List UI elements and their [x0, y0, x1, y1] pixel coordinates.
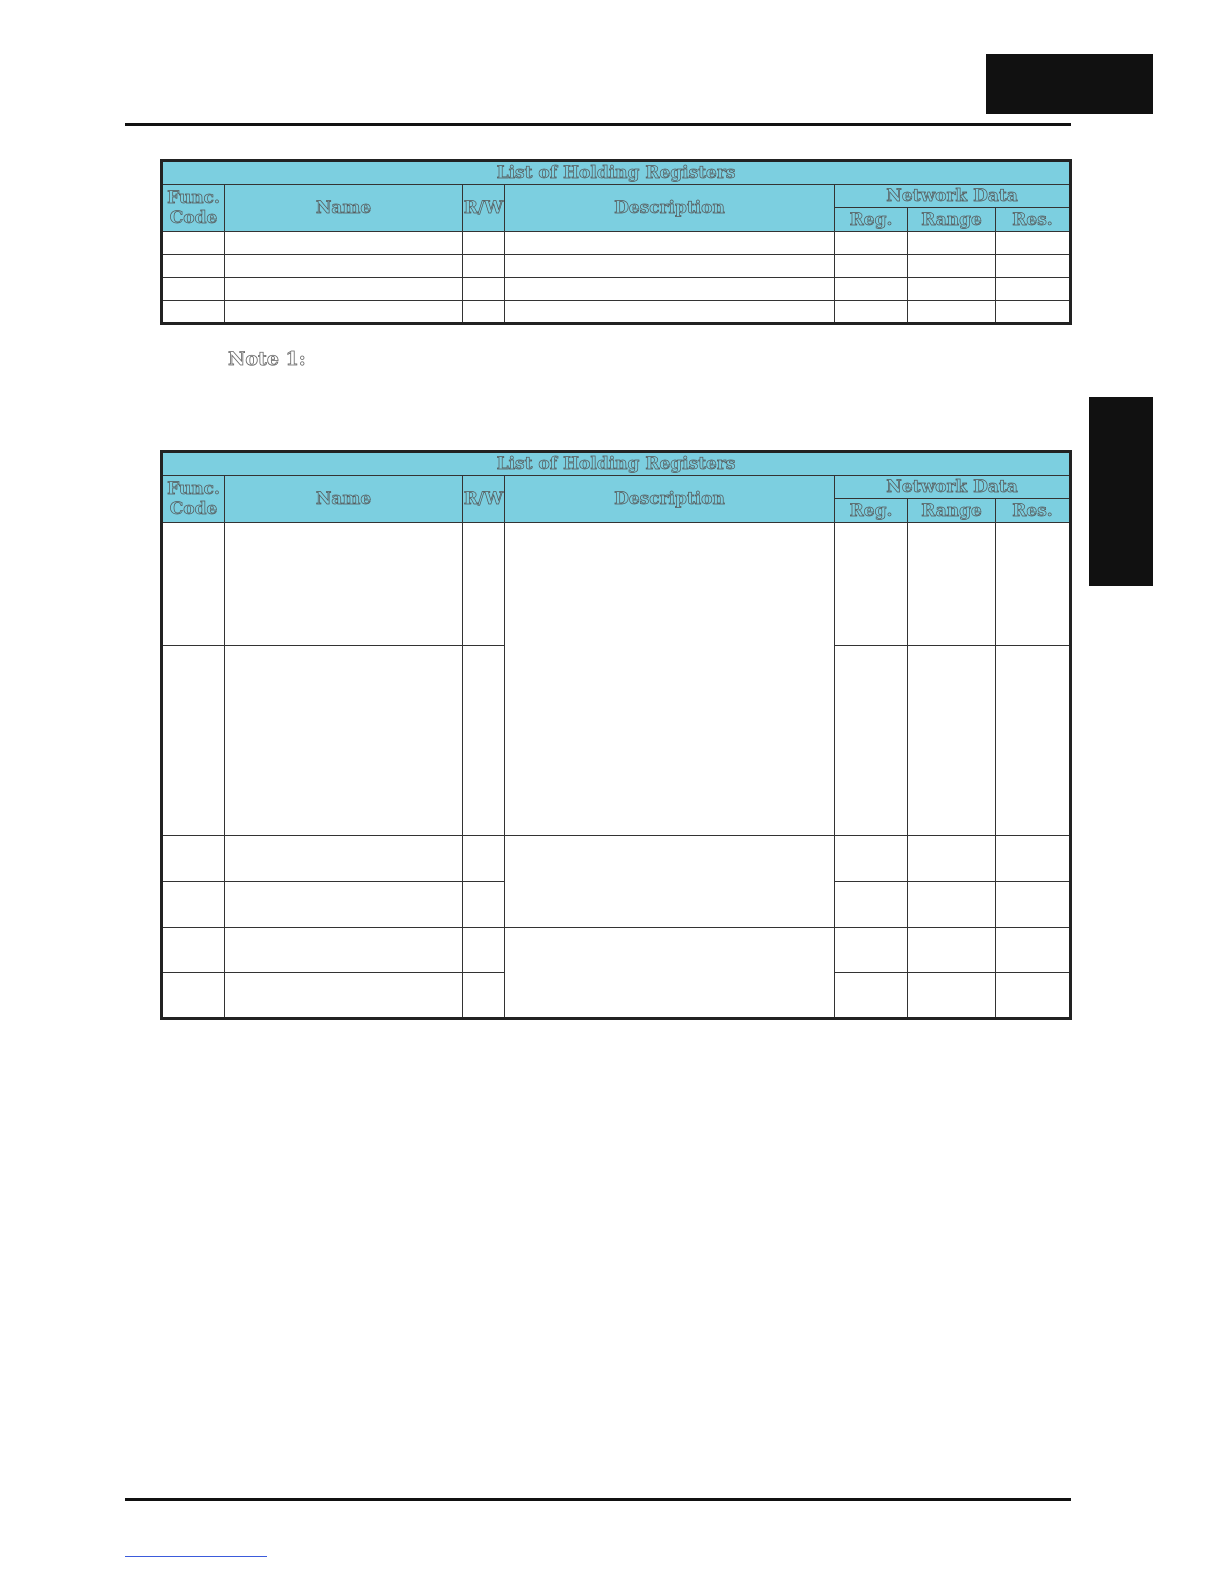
holding-registers-table-2 [160, 450, 1072, 1020]
footer-link-underline[interactable] [125, 1556, 267, 1557]
table-row [162, 523, 1071, 646]
col-network-data: Network Data [835, 476, 1071, 499]
holding-registers-table-1 [160, 159, 1072, 325]
chapter-tab [986, 54, 1153, 114]
table-row [162, 928, 1071, 973]
col-description: Description [505, 185, 835, 232]
header-rule [125, 123, 1071, 126]
col-func-code: Func. Code [162, 476, 225, 523]
table-row [162, 836, 1071, 882]
table-title: List of Holding Registers [162, 161, 1071, 185]
col-rw: R/W [463, 185, 505, 232]
section-side-tab [1089, 397, 1153, 586]
table-title: List of Holding Registers [162, 452, 1071, 476]
footer-rule [125, 1498, 1071, 1501]
col-network-data: Network Data [835, 185, 1071, 208]
table-row [162, 255, 1071, 278]
col-func-code: Func. Code [162, 185, 225, 232]
table-row [162, 232, 1071, 255]
col-rw: R/W [463, 476, 505, 523]
col-range: Range [908, 499, 996, 523]
table-row [162, 278, 1071, 301]
table-row [162, 301, 1071, 324]
col-name: Name [225, 185, 463, 232]
col-range: Range [908, 208, 996, 232]
col-res: Res. [996, 499, 1071, 523]
col-reg: Reg. [835, 499, 908, 523]
col-reg: Reg. [835, 208, 908, 232]
col-name: Name [225, 476, 463, 523]
note-label: Note 1: [228, 348, 306, 370]
col-res: Res. [996, 208, 1071, 232]
col-description: Description [505, 476, 835, 523]
